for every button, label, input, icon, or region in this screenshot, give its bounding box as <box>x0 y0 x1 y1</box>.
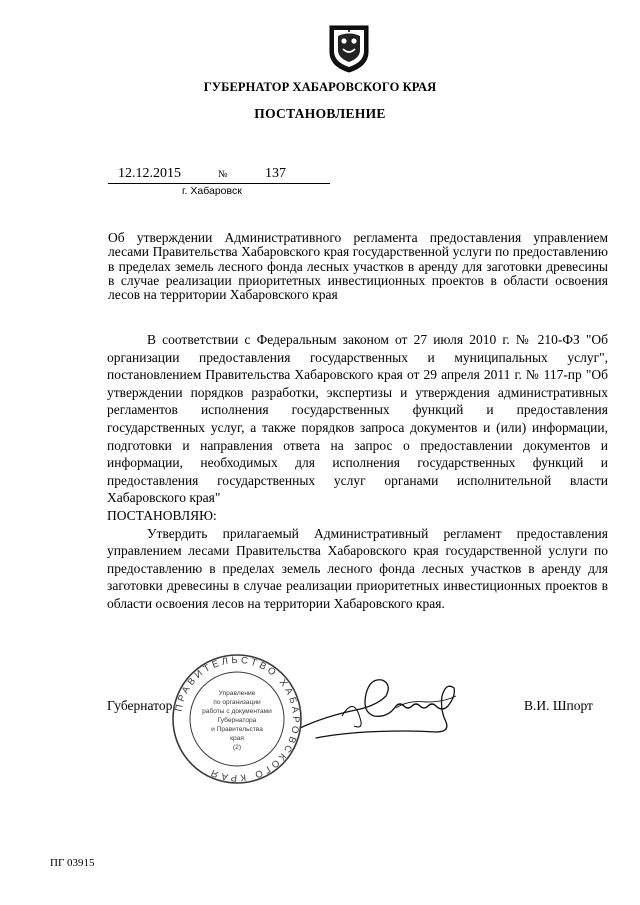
document-title: Об утверждении Административного регламента предоставления управлением лесами Правительства Хабаровского края государственной услуги по предоставлению в пределах земель лесного фонда лесных участков в аренду для заготовки древесины в случае реализации приоритетных инвестиционных проектов в области освоения лесов на территории Хабаровского края <box>108 230 608 303</box>
date-number-underline <box>108 183 330 184</box>
decision-paragraph: Утвердить прилагаемый Административный регламент предоставления управлением лесами Правительства Хабаровского края государственной услуги по предоставлению в пределах земель лесного фонда лесных участков в аренду для заготовки древесины в случае реализации приоритетных инвестиционных проектов в области освоения лесов на территории Хабаровского края. <box>107 525 608 611</box>
document-number: 137 <box>265 166 286 181</box>
svg-text:по организации: по организации <box>213 699 261 706</box>
preamble-paragraph: В соответствии с Федеральным законом от 27 июля 2010 г. № 210-ФЗ "Об организации предоставления государственных и муниципальных услуг", постановлением Правительства Хабаровского края от 29 апреля 2011 г. № 117-пр "Об утверждении порядков разработки, экспертизы и утверждения административных регламентов исполнения государственных функций и предоставления государственных услуг, а также порядков запроса документов и (или) информации, подготовки и направления ответа на запрос о предоставлении документов и информации, необходимых для исполнения государственных функций и предоставления государственных услуг органами исполнительной власти Хабаровского края" <box>107 332 608 506</box>
form-code: ПГ 03915 <box>50 857 95 869</box>
svg-text:края: края <box>230 735 244 742</box>
svg-text:Губернатора: Губернатора <box>217 717 257 724</box>
official-seal-stamp <box>170 652 304 786</box>
issuing-authority: ГУБЕРНАТОР ХАБАРОВСКОГО КРАЯ <box>203 80 437 94</box>
svg-text:и Правительства: и Правительства <box>211 726 263 733</box>
coat-of-arms-emblem <box>327 22 371 74</box>
signer-position: Губернатор <box>107 698 173 713</box>
svg-text:работы с документами: работы с документами <box>202 708 272 715</box>
handwritten-signature <box>296 666 474 742</box>
svg-text:Управление: Управление <box>218 690 256 697</box>
svg-text:ПРАВИТЕЛЬСТВО ХАБАРОВСКОГО КРА: ПРАВИТЕЛЬСТВО ХАБАРОВСКОГО КРАЯ <box>173 654 302 784</box>
city-label: г. Хабаровск <box>182 185 242 197</box>
document-body <box>107 331 608 613</box>
decree-word: ПОСТАНОВЛЯЮ: <box>107 507 217 523</box>
document-date: 12.12.2015 <box>118 166 181 181</box>
document-type: ПОСТАНОВЛЕНИЕ <box>254 106 386 121</box>
svg-text:(2): (2) <box>232 744 242 751</box>
signer-name: В.И. Шпорт <box>524 698 593 713</box>
number-sign: № <box>218 169 228 180</box>
